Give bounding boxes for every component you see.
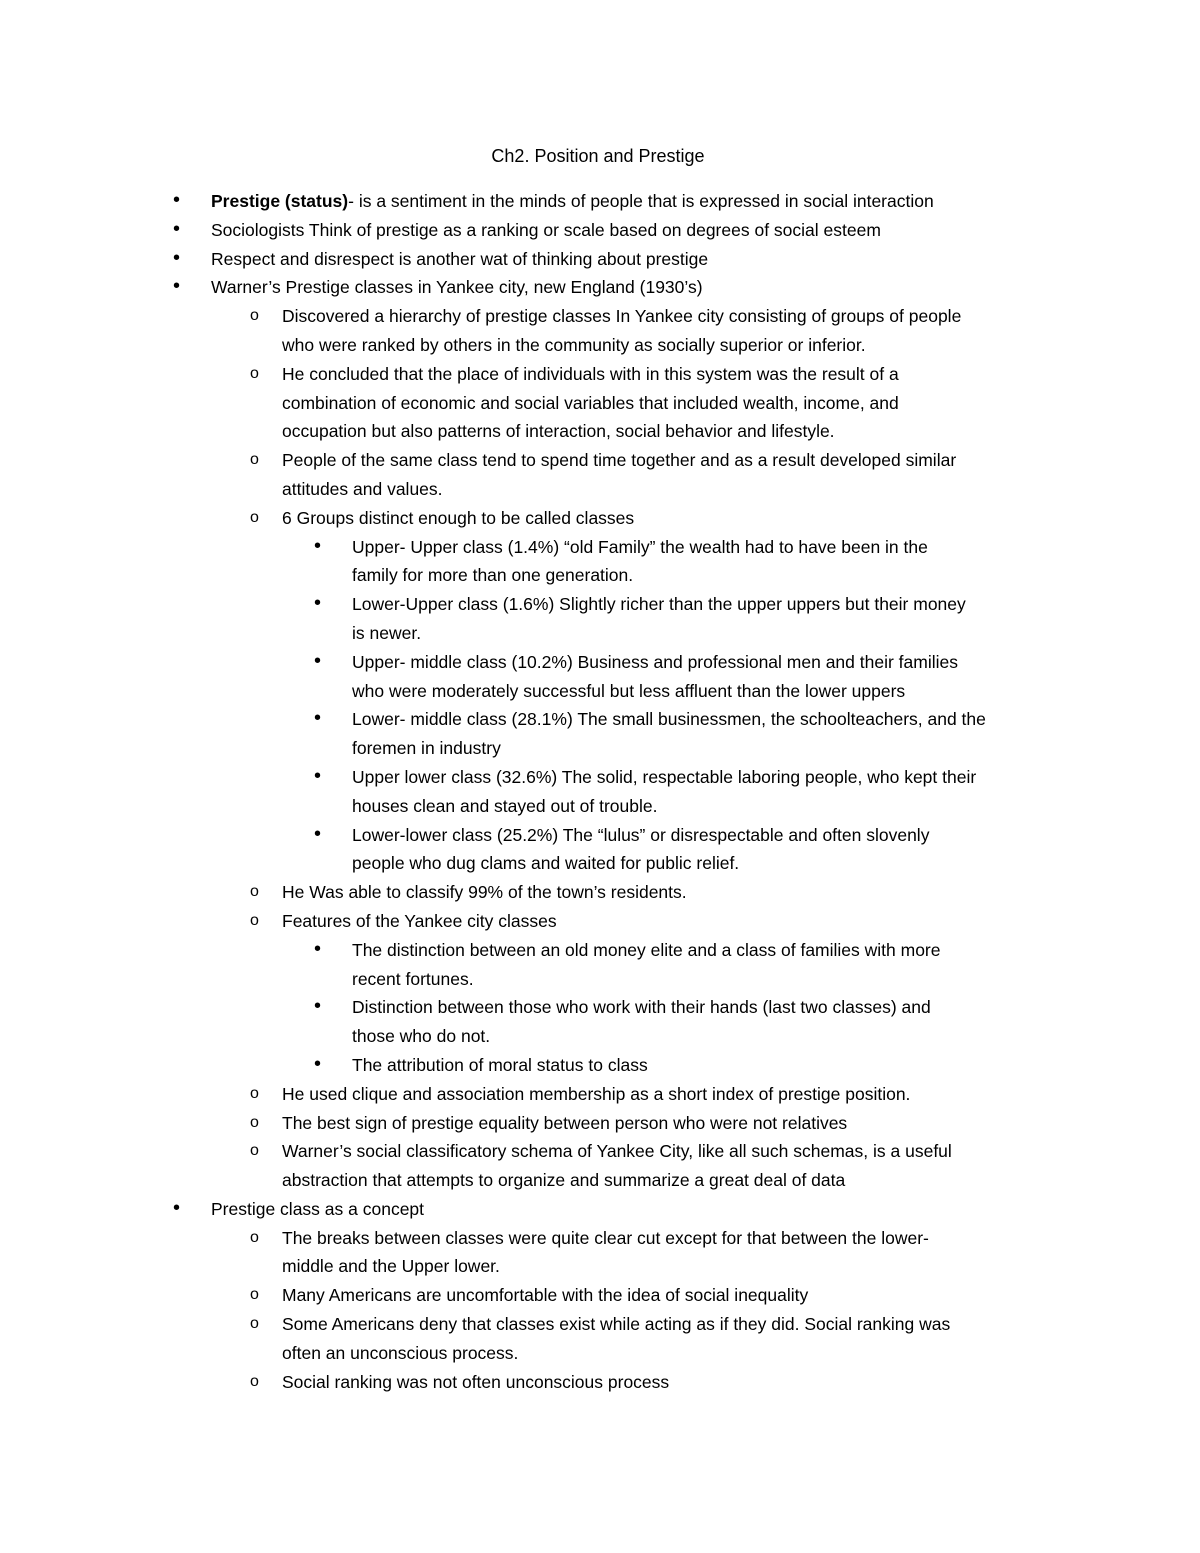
item-text <box>352 936 1200 994</box>
sub-sub-item <box>0 763 1200 821</box>
circle-marker: o <box>250 1372 259 1390</box>
item-line: Features of the Yankee city classes <box>282 910 557 931</box>
item-line: family for more than one generation. <box>352 565 634 586</box>
item-line: Sociologists Think of prestige as a ranking or scale based on degrees of social esteem <box>211 219 881 240</box>
item-text <box>282 1281 1200 1310</box>
item-text <box>211 1195 1200 1224</box>
circle-marker: o <box>250 1228 259 1246</box>
circle-marker: o <box>250 911 259 929</box>
sub-sub-item <box>0 533 1200 591</box>
circle-marker: o <box>250 1142 259 1160</box>
item-line: He used clique and association membership as a short index of prestige position. <box>282 1083 911 1104</box>
item-line: Lower-lower class (25.2%) The “lulus” or disrespectable and often slovenly <box>352 824 930 845</box>
sub-item <box>0 1109 1200 1138</box>
square-marker: • <box>314 937 322 960</box>
circle-marker: o <box>250 1113 259 1131</box>
item-text <box>282 1137 1200 1195</box>
circle-marker: o <box>250 1286 259 1304</box>
sub-sub-item <box>0 821 1200 879</box>
item-text <box>282 878 1200 907</box>
item-text <box>282 360 1200 446</box>
bullet-marker: • <box>173 246 181 269</box>
item-text <box>352 705 1200 763</box>
item-line: Social ranking was not often unconscious process <box>282 1371 670 1392</box>
item-line: Upper- middle class (10.2%) Business and professional men and their families <box>352 651 958 672</box>
bullet-item <box>0 273 1200 302</box>
item-line: who were ranked by others in the community as socially superior or inferior. <box>282 334 866 355</box>
bullet-item <box>0 245 1200 274</box>
item-text <box>282 1368 1200 1397</box>
item-text <box>282 1080 1200 1109</box>
page-title: Ch2. Position and Prestige <box>491 146 705 166</box>
item-text <box>282 302 1200 360</box>
item-text <box>352 821 1200 879</box>
item-line: Respect and disrespect is another wat of thinking about prestige <box>211 248 709 269</box>
item-line: combination of economic and social variables that included wealth, income, and <box>282 392 899 413</box>
square-marker: • <box>314 764 322 787</box>
bullet-item <box>0 187 1200 216</box>
item-line: houses clean and stayed out of trouble. <box>352 795 658 816</box>
sub-item <box>0 907 1200 936</box>
item-text <box>211 245 1200 274</box>
item-text <box>352 763 1200 821</box>
item-line: who were moderately successful but less affluent than the lower uppers <box>352 680 906 701</box>
sub-item <box>0 1281 1200 1310</box>
circle-marker: o <box>250 883 259 901</box>
item-line: Upper- Upper class (1.4%) “old Family” the wealth had to have been in the <box>352 536 928 557</box>
item-line: The distinction between an old money elite and a class of families with more <box>352 939 941 960</box>
item-line: attitudes and values. <box>282 478 443 499</box>
sub-item <box>0 446 1200 504</box>
item-line: Distinction between those who work with their hands (last two classes) and <box>352 997 931 1018</box>
item-line: People of the same class tend to spend time together and as a result developed similar <box>282 450 957 471</box>
item-line: The attribution of moral status to class <box>352 1054 648 1075</box>
item-line: people who dug clams and waited for public relief. <box>352 853 740 874</box>
item-text <box>352 533 1200 591</box>
item-line: Some Americans deny that classes exist while acting as if they did. Social ranking was <box>282 1314 951 1335</box>
sub-item <box>0 302 1200 360</box>
square-marker: • <box>314 995 322 1018</box>
bullet-item <box>0 216 1200 245</box>
sub-item <box>0 1310 1200 1368</box>
sub-item <box>0 1080 1200 1109</box>
item-text <box>211 273 1200 302</box>
item-line: occupation but also patterns of interaction, social behavior and lifestyle. <box>282 421 835 442</box>
circle-marker: o <box>250 364 259 382</box>
sub-sub-item <box>0 590 1200 648</box>
square-marker: • <box>314 1052 322 1075</box>
item-text <box>282 907 1200 936</box>
sub-item <box>0 1368 1200 1397</box>
item-text <box>282 504 1200 533</box>
item-line: Lower-Upper class (1.6%) Slightly richer than the upper uppers but their money <box>352 594 966 615</box>
item-text <box>282 1310 1200 1368</box>
square-marker: • <box>314 649 322 672</box>
bullet-item <box>0 1195 1200 1224</box>
item-line: abstraction that attempts to organize and summarize a great deal of data <box>282 1170 846 1191</box>
item-line: middle and the Upper lower. <box>282 1256 500 1277</box>
square-marker: • <box>314 592 322 615</box>
item-line: recent fortunes. <box>352 968 474 989</box>
bullet-marker: • <box>173 189 181 211</box>
circle-marker: o <box>250 451 259 469</box>
item-text <box>352 993 1200 1051</box>
item-line: foremen in industry <box>352 738 501 759</box>
item-text <box>282 1224 1200 1282</box>
sub-item <box>0 504 1200 533</box>
item-line: Warner’s Prestige classes in Yankee city, new England (1930’s) <box>211 277 703 298</box>
item-line: is newer. <box>352 622 422 643</box>
item-line: Many Americans are uncomfortable with the idea of social inequality <box>282 1285 809 1306</box>
item-line: Warner’s social classificatory schema of Yankee City, like all such schemas, is a useful <box>282 1141 952 1162</box>
circle-marker: o <box>250 1084 259 1102</box>
sub-sub-item <box>0 705 1200 763</box>
circle-marker: o <box>250 307 259 325</box>
square-marker: • <box>314 707 322 730</box>
item-text <box>282 1109 1200 1138</box>
sub-item <box>0 878 1200 907</box>
sub-sub-item <box>0 648 1200 706</box>
bullet-marker: • <box>173 1196 181 1219</box>
item-text <box>211 187 1200 216</box>
sub-item <box>0 1137 1200 1195</box>
sub-sub-item <box>0 936 1200 994</box>
circle-marker: o <box>250 1315 259 1333</box>
item-text <box>211 216 1200 245</box>
item-line: Discovered a hierarchy of prestige classes In Yankee city consisting of groups of people <box>282 306 962 327</box>
item-line: Upper lower class (32.6%) The solid, respectable laboring people, who kept their <box>352 766 977 787</box>
bullet-marker: • <box>173 217 181 240</box>
sub-sub-item <box>0 993 1200 1051</box>
square-marker: • <box>314 822 322 845</box>
item-line: often an unconscious process. <box>282 1342 519 1363</box>
item-line: Prestige class as a concept <box>211 1198 425 1219</box>
item-line: He Was able to classify 99% of the town’s residents. <box>282 882 687 903</box>
item-line: The best sign of prestige equality between person who were not relatives <box>282 1112 848 1133</box>
term-label: Prestige (status) <box>211 191 349 211</box>
sub-item <box>0 1224 1200 1282</box>
item-line: Lower- middle class (28.1%) The small businessmen, the schoolteachers, and the <box>352 709 986 730</box>
item-line: The breaks between classes were quite clear cut except for that between the lower- <box>282 1227 929 1248</box>
item-text <box>352 590 1200 648</box>
square-marker: • <box>314 534 322 557</box>
sub-item <box>0 360 1200 446</box>
item-line: 6 Groups distinct enough to be called classes <box>282 507 635 528</box>
item-line <box>211 187 1200 216</box>
item-line: He concluded that the place of individuals with in this system was the result of a <box>282 363 899 384</box>
item-text <box>352 648 1200 706</box>
item-text <box>282 446 1200 504</box>
outline-list <box>0 187 1200 1396</box>
item-text <box>352 1051 1200 1080</box>
bullet-marker: • <box>173 275 181 298</box>
item-line: those who do not. <box>352 1026 491 1047</box>
term-definition: - is a sentiment in the minds of people that is expressed in social interaction <box>348 191 934 211</box>
sub-sub-item <box>0 1051 1200 1080</box>
circle-marker: o <box>250 508 259 526</box>
